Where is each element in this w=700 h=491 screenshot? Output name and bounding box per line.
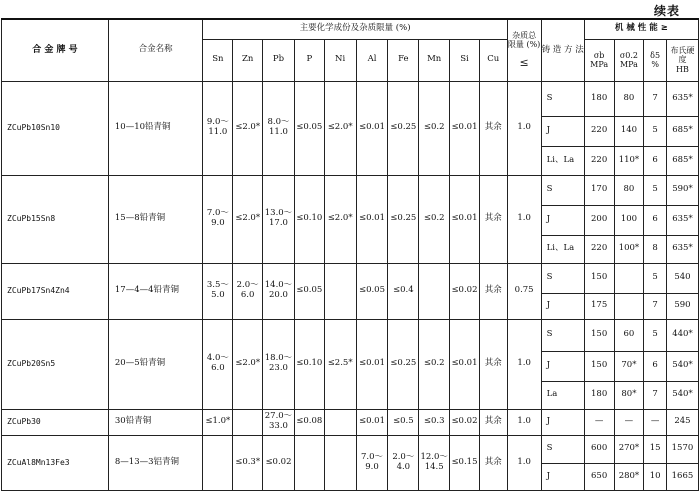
sn-cell: 7.0～ 9.0	[203, 175, 233, 263]
method-cell: Li、La	[541, 235, 584, 263]
method-cell: J	[541, 205, 584, 235]
mn-cell: 12.0～ 14.5	[419, 435, 450, 490]
s02-cell: 80	[614, 81, 644, 116]
method-cell: S	[541, 435, 584, 463]
cu-cell: 其余	[479, 319, 507, 409]
s02-cell	[614, 263, 644, 293]
header-mech-hb-sym: 布氏硬度	[670, 46, 695, 65]
method-cell: J	[541, 351, 584, 381]
header-el-cu: Cu	[479, 39, 507, 81]
fe-cell: ≤0.25	[388, 319, 419, 409]
header-mech-hb	[666, 39, 698, 81]
hb-cell: 590	[666, 293, 698, 319]
impurity-cell: 1.0	[507, 409, 541, 435]
header-el-zn: Zn	[233, 39, 263, 81]
d5-cell: 7	[644, 81, 667, 116]
header-mech-d5	[644, 39, 667, 81]
mn-cell: ≤0.3	[419, 409, 450, 435]
d5-cell: 10	[644, 463, 667, 490]
header-el-fe: Fe	[388, 39, 419, 81]
method-cell: S	[541, 81, 584, 116]
method-cell: J	[541, 293, 584, 319]
sb-cell: 180	[584, 81, 614, 116]
name-cell: 20—5铅青铜	[108, 319, 203, 409]
sb-cell: 220	[584, 116, 614, 146]
sb-cell: 170	[584, 175, 614, 205]
header-mech-d5-sym: δ5	[650, 50, 661, 60]
d5-cell: 8	[644, 235, 667, 263]
sb-cell: 150	[584, 263, 614, 293]
pb-cell: 8.0～ 11.0	[263, 81, 295, 175]
method-cell: J	[541, 116, 584, 146]
fe-cell: ≤0.25	[388, 175, 419, 263]
header-mech-d5-unit: %	[651, 60, 659, 69]
header-impurity	[507, 19, 541, 81]
header-composition: 主要化学成份及杂质限量 (%)	[203, 19, 507, 39]
header-casting: 铸 造 方 法	[541, 19, 584, 81]
p-cell: ≤0.10	[294, 175, 324, 263]
impurity-cell: 1.0	[507, 435, 541, 490]
impurity-cell: 1.0	[507, 175, 541, 263]
hb-cell: 1665	[666, 463, 698, 490]
zn-cell: 2.0～ 6.0	[233, 263, 263, 319]
sn-cell: ≤1.0*	[203, 409, 233, 435]
grade-cell: ZCuPb17Sn4Zn4	[2, 263, 109, 319]
sb-cell: 650	[584, 463, 614, 490]
d5-cell: —	[644, 409, 667, 435]
sb-cell: 175	[584, 293, 614, 319]
impurity-cell: 1.0	[507, 319, 541, 409]
hb-cell: 590*	[666, 175, 698, 205]
mn-cell: ≤0.2	[419, 319, 450, 409]
name-cell: 8—13—3铝青铜	[108, 435, 203, 490]
al-cell: ≤0.05	[356, 263, 388, 319]
zn-cell: ≤2.0*	[233, 319, 263, 409]
s02-cell: 280*	[614, 463, 644, 490]
name-cell: 15—8铅青铜	[108, 175, 203, 263]
d5-cell: 5	[644, 116, 667, 146]
p-cell	[294, 435, 324, 490]
pb-cell: 27.0～ 33.0	[263, 409, 295, 435]
d5-cell: 7	[644, 293, 667, 319]
ni-cell	[324, 409, 356, 435]
sb-cell: —	[584, 409, 614, 435]
header-el-pb: Pb	[263, 39, 295, 81]
fe-cell: ≤0.25	[388, 81, 419, 175]
d5-cell: 5	[644, 263, 667, 293]
impurity-cell: 1.0	[507, 81, 541, 175]
al-cell: ≤0.01	[356, 319, 388, 409]
header-no-less: ≥	[660, 23, 668, 34]
hb-cell: 245	[666, 409, 698, 435]
ni-cell	[324, 263, 356, 319]
cu-cell: 其余	[479, 175, 507, 263]
al-cell: ≤0.01	[356, 175, 388, 263]
header-mech-sb	[584, 39, 614, 81]
mn-cell: ≤0.2	[419, 81, 450, 175]
alloy-table	[1, 18, 699, 491]
header-name: 合金名称	[108, 19, 203, 81]
s02-cell: 80*	[614, 381, 644, 409]
sb-cell: 220	[584, 146, 614, 175]
si-cell: ≤0.01	[450, 319, 480, 409]
zn-cell	[233, 409, 263, 435]
method-cell: J	[541, 463, 584, 490]
al-cell: 7.0～ 9.0	[356, 435, 388, 490]
grade-cell: ZCuPb30	[2, 409, 109, 435]
cu-cell: 其余	[479, 81, 507, 175]
hb-cell: 685*	[666, 116, 698, 146]
sb-cell: 600	[584, 435, 614, 463]
si-cell: ≤0.01	[450, 175, 480, 263]
ni-cell: ≤2.0*	[324, 175, 356, 263]
s02-cell: 80	[614, 175, 644, 205]
fe-cell: ≤0.5	[388, 409, 419, 435]
s02-cell: 100*	[614, 235, 644, 263]
hb-cell: 440*	[666, 319, 698, 351]
p-cell: ≤0.05	[294, 81, 324, 175]
cu-cell: 其余	[479, 435, 507, 490]
method-cell: S	[541, 319, 584, 351]
fe-cell: ≤0.4	[388, 263, 419, 319]
d5-cell: 5	[644, 175, 667, 205]
grade-cell: ZCuAl8Mn13Fe3	[2, 435, 109, 490]
header-mechanical-label: 机 械 性 能	[614, 23, 658, 34]
sn-cell: 9.0～ 11.0	[203, 81, 233, 175]
pb-cell: 14.0～ 20.0	[263, 263, 295, 319]
si-cell: ≤0.15	[450, 435, 480, 490]
ni-cell: ≤2.0*	[324, 81, 356, 175]
sb-cell: 220	[584, 235, 614, 263]
s02-cell: 70*	[614, 351, 644, 381]
d5-cell: 6	[644, 351, 667, 381]
header-el-al: Al	[356, 39, 388, 81]
hb-cell: 540*	[666, 381, 698, 409]
p-cell: ≤0.05	[294, 263, 324, 319]
mn-cell: ≤0.2	[419, 175, 450, 263]
header-mech-s02-sym: σ0.2	[619, 50, 639, 60]
header-mech-hb-unit: HB	[676, 64, 689, 74]
cu-cell: 其余	[479, 409, 507, 435]
continued-label: 续表	[653, 4, 680, 18]
s02-cell: 60	[614, 319, 644, 351]
hb-cell: 635*	[666, 235, 698, 263]
zn-cell: ≤0.3*	[233, 435, 263, 490]
header-grade: 合 金 牌 号	[2, 19, 109, 81]
fe-cell: 2.0～ 4.0	[388, 435, 419, 490]
sb-cell: 180	[584, 381, 614, 409]
d5-cell: 15	[644, 435, 667, 463]
ni-cell	[324, 435, 356, 490]
sb-cell: 200	[584, 205, 614, 235]
header-el-ni: Ni	[324, 39, 356, 81]
s02-cell: 100	[614, 205, 644, 235]
header-impurity-leq: ≤	[519, 56, 529, 70]
method-cell: J	[541, 409, 584, 435]
hb-cell: 540*	[666, 351, 698, 381]
s02-cell: 270*	[614, 435, 644, 463]
header-mech-s02-unit: MPa	[619, 60, 638, 69]
method-cell: La	[541, 381, 584, 409]
si-cell: ≤0.01	[450, 81, 480, 175]
name-cell: 17—4—4铅青铜	[108, 263, 203, 319]
d5-cell: 7	[644, 381, 667, 409]
hb-cell: 1570	[666, 435, 698, 463]
s02-cell: 110*	[614, 146, 644, 175]
d5-cell: 6	[644, 146, 667, 175]
header-mech-sb-sym: σb	[593, 50, 605, 60]
method-cell: S	[541, 263, 584, 293]
pb-cell: 18.0～ 23.0	[263, 319, 295, 409]
s02-cell: 140	[614, 116, 644, 146]
sn-cell: 3.5～ 5.0	[203, 263, 233, 319]
name-cell: 30铅青铜	[108, 409, 203, 435]
d5-cell: 5	[644, 319, 667, 351]
sb-cell: 150	[584, 351, 614, 381]
mn-cell	[419, 263, 450, 319]
sn-cell: 4.0～ 6.0	[203, 319, 233, 409]
s02-cell	[614, 293, 644, 319]
header-el-p: P	[294, 39, 324, 81]
s02-cell: —	[614, 409, 644, 435]
hb-cell: 540	[666, 263, 698, 293]
hb-cell: 635*	[666, 205, 698, 235]
impurity-cell: 0.75	[507, 263, 541, 319]
name-cell: 10—10铅青铜	[108, 81, 203, 175]
zn-cell: ≤2.0*	[233, 175, 263, 263]
header-el-sn: Sn	[203, 39, 233, 81]
al-cell: ≤0.01	[356, 81, 388, 175]
grade-cell: ZCuPb15Sn8	[2, 175, 109, 263]
grade-cell: ZCuPb20Sn5	[2, 319, 109, 409]
cu-cell: 其余	[479, 263, 507, 319]
header-mechanical	[584, 19, 698, 39]
sn-cell	[203, 435, 233, 490]
header-el-mn: Mn	[419, 39, 450, 81]
zn-cell: ≤2.0*	[233, 81, 263, 175]
header-el-si: Si	[450, 39, 480, 81]
grade-cell: ZCuPb10Sn10	[2, 81, 109, 175]
header-mech-s02	[614, 39, 644, 81]
hb-cell: 685*	[666, 146, 698, 175]
d5-cell: 6	[644, 205, 667, 235]
ni-cell: ≤2.5*	[324, 319, 356, 409]
header-mech-sb-unit: MPa	[590, 60, 609, 69]
sb-cell: 150	[584, 319, 614, 351]
si-cell: ≤0.02	[450, 263, 480, 319]
hb-cell: 635*	[666, 81, 698, 116]
p-cell: ≤0.08	[294, 409, 324, 435]
p-cell: ≤0.10	[294, 319, 324, 409]
si-cell: ≤0.02	[450, 409, 480, 435]
pb-cell: 13.0～ 17.0	[263, 175, 295, 263]
al-cell: ≤0.01	[356, 409, 388, 435]
pb-cell: ≤0.02	[263, 435, 295, 490]
method-cell: Li、La	[541, 146, 584, 175]
method-cell: S	[541, 175, 584, 205]
header-impurity-label: 杂质总 限量 (%)	[507, 30, 541, 49]
